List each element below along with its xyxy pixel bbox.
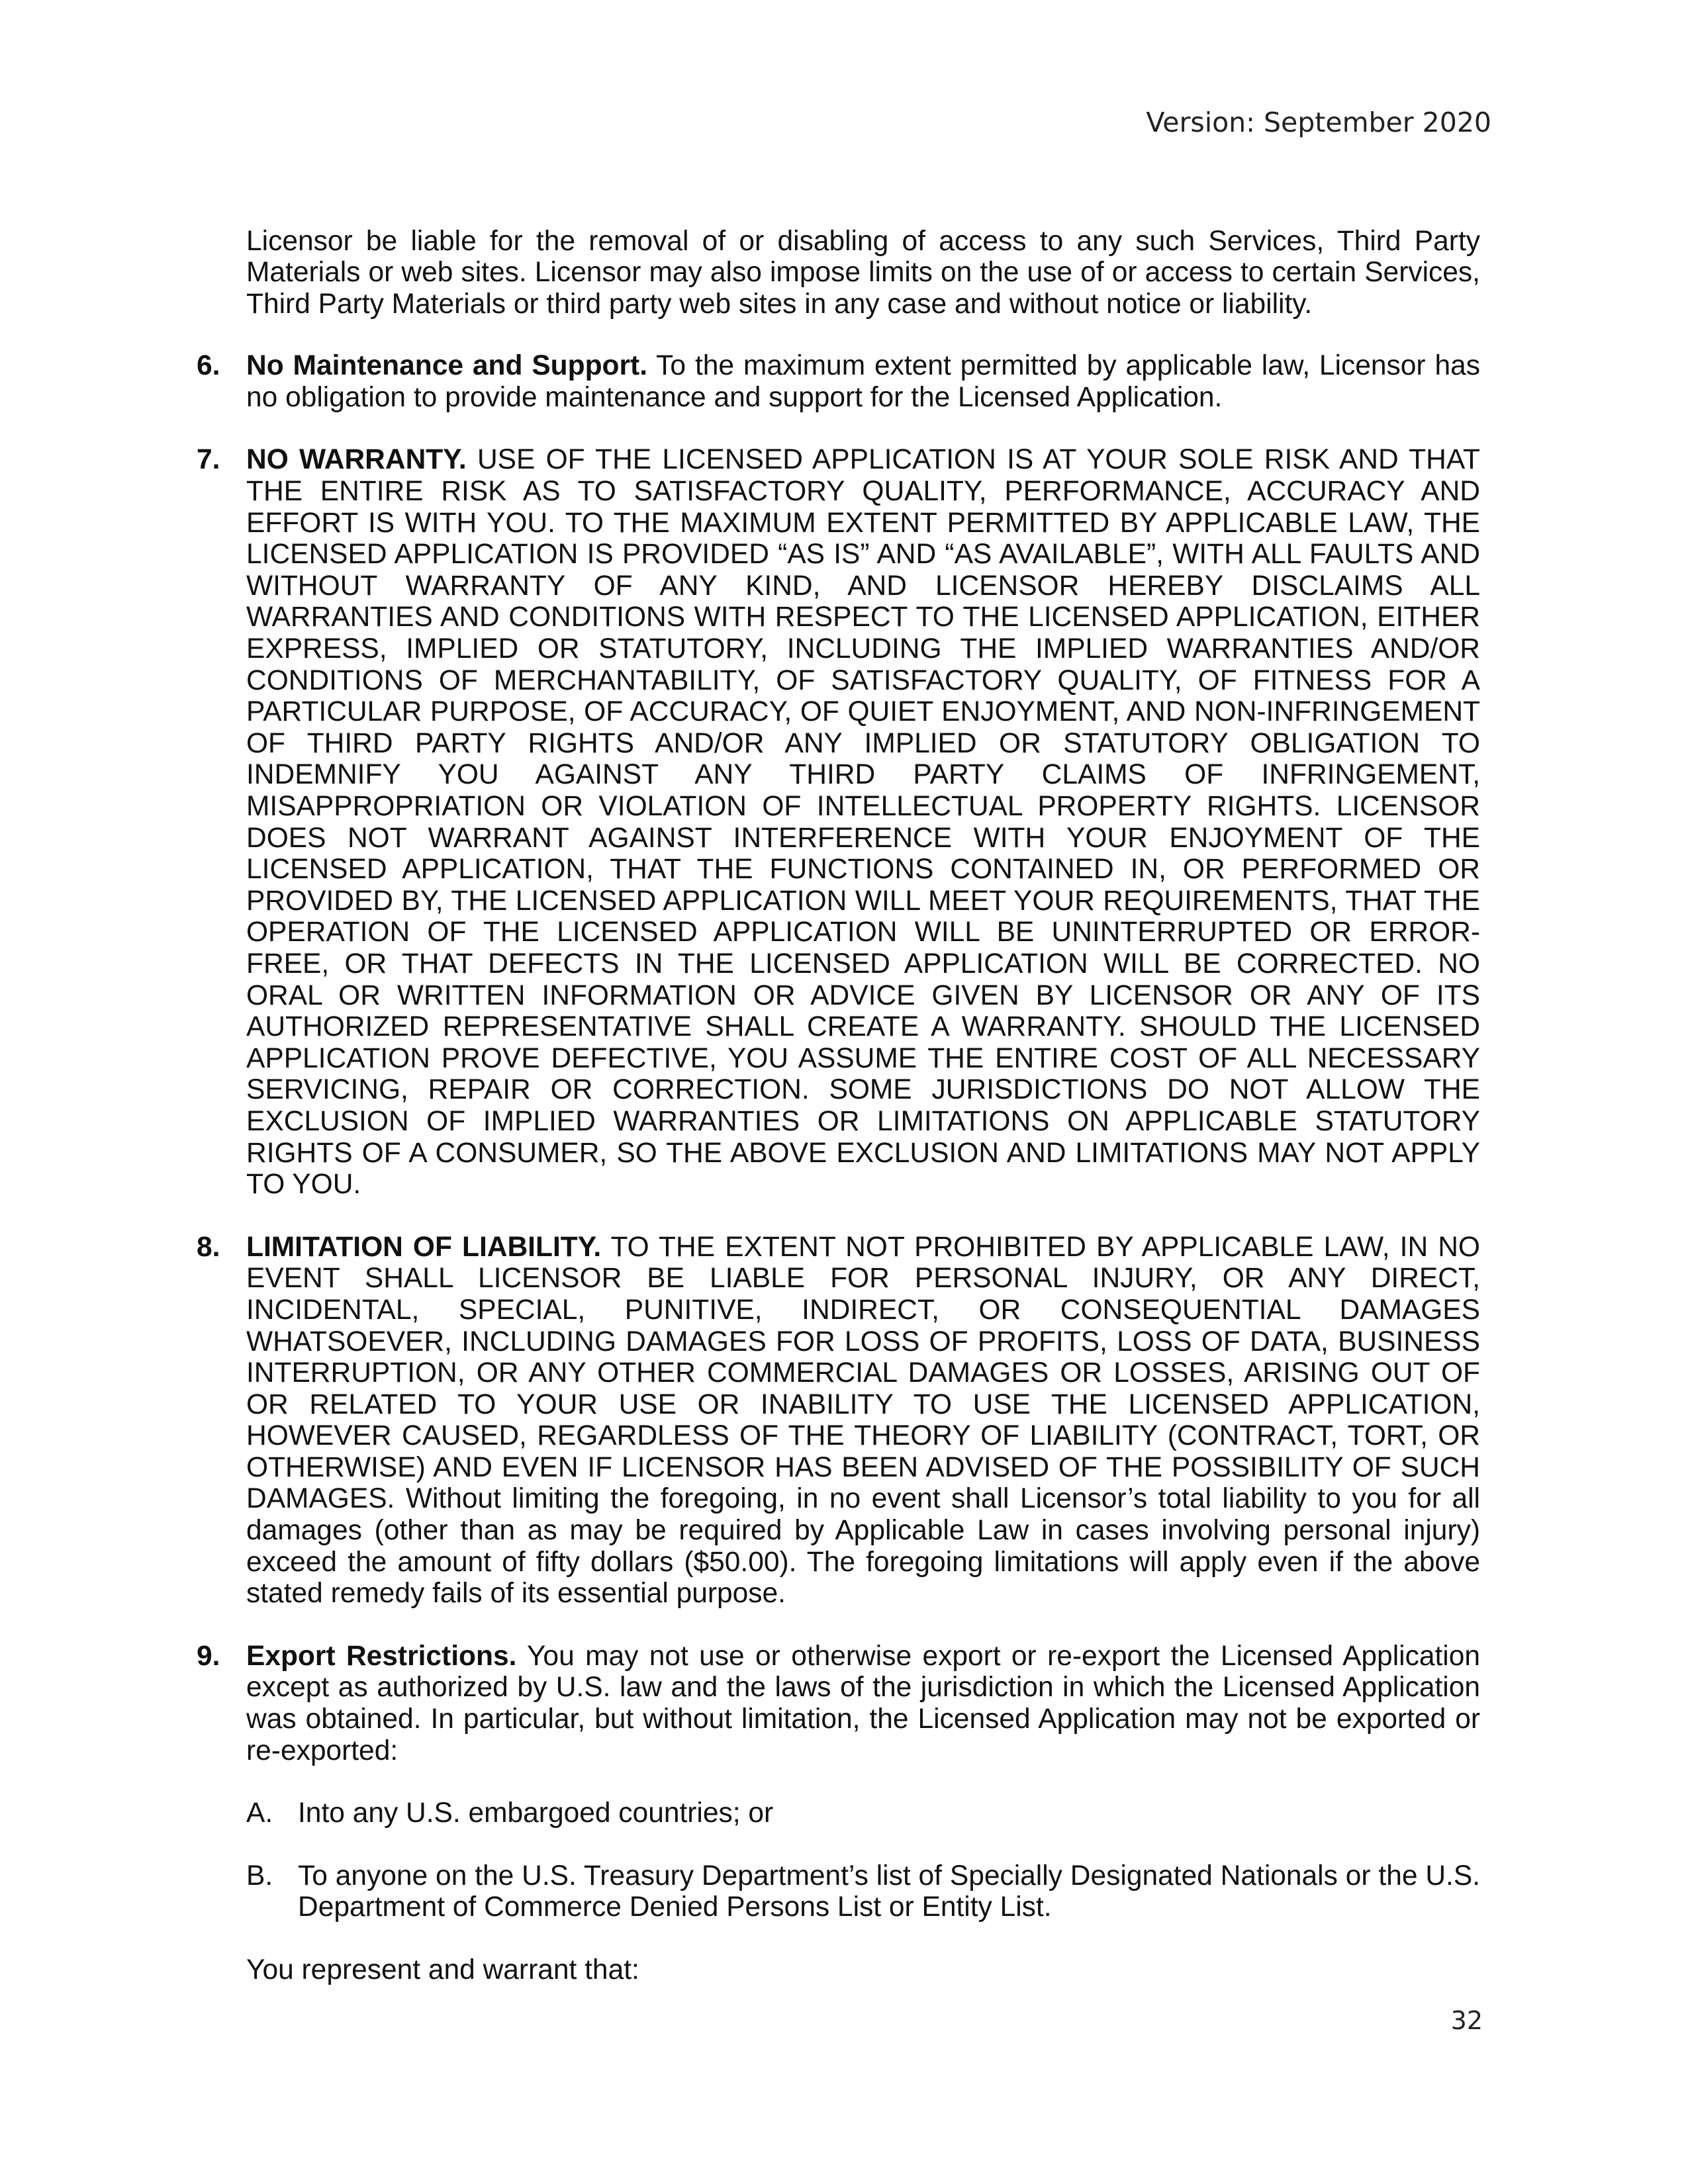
section-number: 8. [197, 1231, 220, 1263]
export-item-a [246, 1797, 1480, 1829]
section-title: NO WARRANTY. [246, 444, 467, 476]
section-title: No Maintenance and Support. [246, 350, 648, 382]
section-6 [197, 350, 1480, 413]
section-number: 7. [197, 444, 220, 476]
list-item-text: Into any U.S. embargoed countries; or [298, 1797, 774, 1829]
section-number: 6. [197, 350, 220, 382]
page-number: 32 [1450, 2006, 1483, 2035]
section-text: To the maximum extent permitted by applicable law, Licensor has no obligation to provide maintenance and support for the Licensed Application. [246, 350, 1480, 413]
section-number: 9. [197, 1640, 220, 1672]
version-header: Version: September 2020 [1146, 107, 1491, 138]
closing-paragraph: You represent and warrant that: [246, 1954, 639, 1985]
section-title: LIMITATION OF LIABILITY. [246, 1231, 602, 1263]
list-letter: A. [246, 1797, 273, 1829]
section-7 [197, 444, 1480, 1201]
section-8 [197, 1231, 1480, 1610]
section-title: Export Restrictions. [246, 1640, 517, 1672]
section-text: USE OF THE LICENSED APPLICATION IS AT YOUR SOLE RISK AND THAT THE ENTIRE RISK AS TO SATISFACTORY QUALITY, PERFORMANCE, ACCURACY AND EFFORT IS WITH YOU. TO THE MAXIMUM EXTENT PERMITTED BY APPLICABLE LAW, THE LICENSED APPLICATION IS PROVIDED “AS IS” AND “AS AVAILABLE”, WITH ALL FAULTS AND WITHOUT WARRANTY OF ANY KIND, AND LICENSOR HEREBY DISCLAIMS ALL WARRANTIES AND CONDITIONS WITH RESPECT TO THE LICENSED APPLICATION, EITHER EXPRESS, IMPLIED OR STATUTORY, INCLUDING THE IMPLIED WARRANTIES AND/OR CONDITIONS OF MERCHANTABILITY, OF SATISFACTORY QUALITY, OF FITNESS FOR A PARTICULAR PURPOSE, OF ACCURACY, OF QUIET ENJOYMENT, AND NON-INFRINGEMENT OF THIRD PARTY RIGHTS AND/OR ANY IMPLIED OR STATUTORY OBLIGATION TO INDEMNIFY YOU AGAINST ANY THIRD PARTY CLAIMS OF INFRINGEMENT, MISAPPROPRIATION OR VIOLATION OF INTELLECTUAL PROPERTY RIGHTS. LICENSOR DOES NOT WARRANT AGAINST INTERFERENCE WITH YOUR ENJOYMENT OF THE LICENSED APPLICATION, THAT THE FUNCTIONS CONTAINED IN, OR PERFORMED OR PROVIDED BY, THE LICENSED APPLICATION WILL MEET YOUR REQUIREMENTS, THAT THE OPERATION OF THE LICENSED APPLICATION WILL BE UNINTERRUPTED OR ERROR- FREE, OR THAT DEFECTS IN THE LICENSED APPLICATION WILL BE CORRECTED. NO ORAL OR WRITTEN INFORMATION OR ADVICE GIVEN BY LICENSOR OR ANY OF ITS AUTHORIZED REPRESENTATIVE SHALL CREATE A WARRANTY. SHOULD THE LICENSED APPLICATION PROVE DEFECTIVE, YOU ASSUME THE ENTIRE COST OF ALL NECESSARY SERVICING, REPAIR OR CORRECTION. SOME JURISDICTIONS DO NOT ALLOW THE EXCLUSION OF IMPLIED WARRANTIES OR LIMITATIONS ON APPLICABLE STATUTORY RIGHTS OF A CONSUMER, SO THE ABOVE EXCLUSION AND LIMITATIONS MAY NOT APPLY TO YOU. [246, 444, 1480, 1201]
intro-paragraph: Licensor be liable for the removal of or disabling of access to any such Services, Third Party Materials or web sites. Licensor may also impose limits on the use of or access to certain Services, Third Party Materials or third party web sites in any case and without notice or liability. [246, 225, 1480, 320]
list-letter: B. [246, 1860, 273, 1891]
section-text: You may not use or otherwise export or re-export the Licensed Application except as authorized by U.S. law and the laws of the jurisdiction in which the Licensed Application was obtained. In particular, but without limitation, the Licensed Application may not be exported or re-exported: [246, 1640, 1480, 1766]
section-text: TO THE EXTENT NOT PROHIBITED BY APPLICABLE LAW, IN NO EVENT SHALL LICENSOR BE LIABLE FOR PERSONAL INJURY, OR ANY DIRECT, INCIDENTAL, SPECIAL, PUNITIVE, INDIRECT, OR CONSEQUENTIAL DAMAGES WHATSOEVER, INCLUDING DAMAGES FOR LOSS OF PROFITS, LOSS OF DATA, BUSINESS INTERRUPTION, OR ANY OTHER COMMERCIAL DAMAGES OR LOSSES, ARISING OUT OF OR RELATED TO YOUR USE OR INABILITY TO USE THE LICENSED APPLICATION, HOWEVER CAUSED, REGARDLESS OF THE THEORY OF LIABILITY (CONTRACT, TORT, OR OTHERWISE) AND EVEN IF LICENSOR HAS BEEN ADVISED OF THE POSSIBILITY OF SUCH DAMAGES. Without limiting the foregoing, in no event shall Licensor’s total liability to you for all damages (other than as may be required by Applicable Law in cases involving personal injury) exceed the amount of fifty dollars ($50.00). The foregoing limitations will apply even if the above stated remedy fails of its essential purpose. [246, 1231, 1480, 1610]
section-9 [197, 1640, 1480, 1766]
list-item-text: To anyone on the U.S. Treasury Department’s list of Specially Designated Nationals or the U.S. Department of Commerce Denied Persons List or Entity List. [298, 1860, 1480, 1923]
document-body [0, 197, 1688, 2014]
export-item-b [246, 1860, 1480, 1923]
